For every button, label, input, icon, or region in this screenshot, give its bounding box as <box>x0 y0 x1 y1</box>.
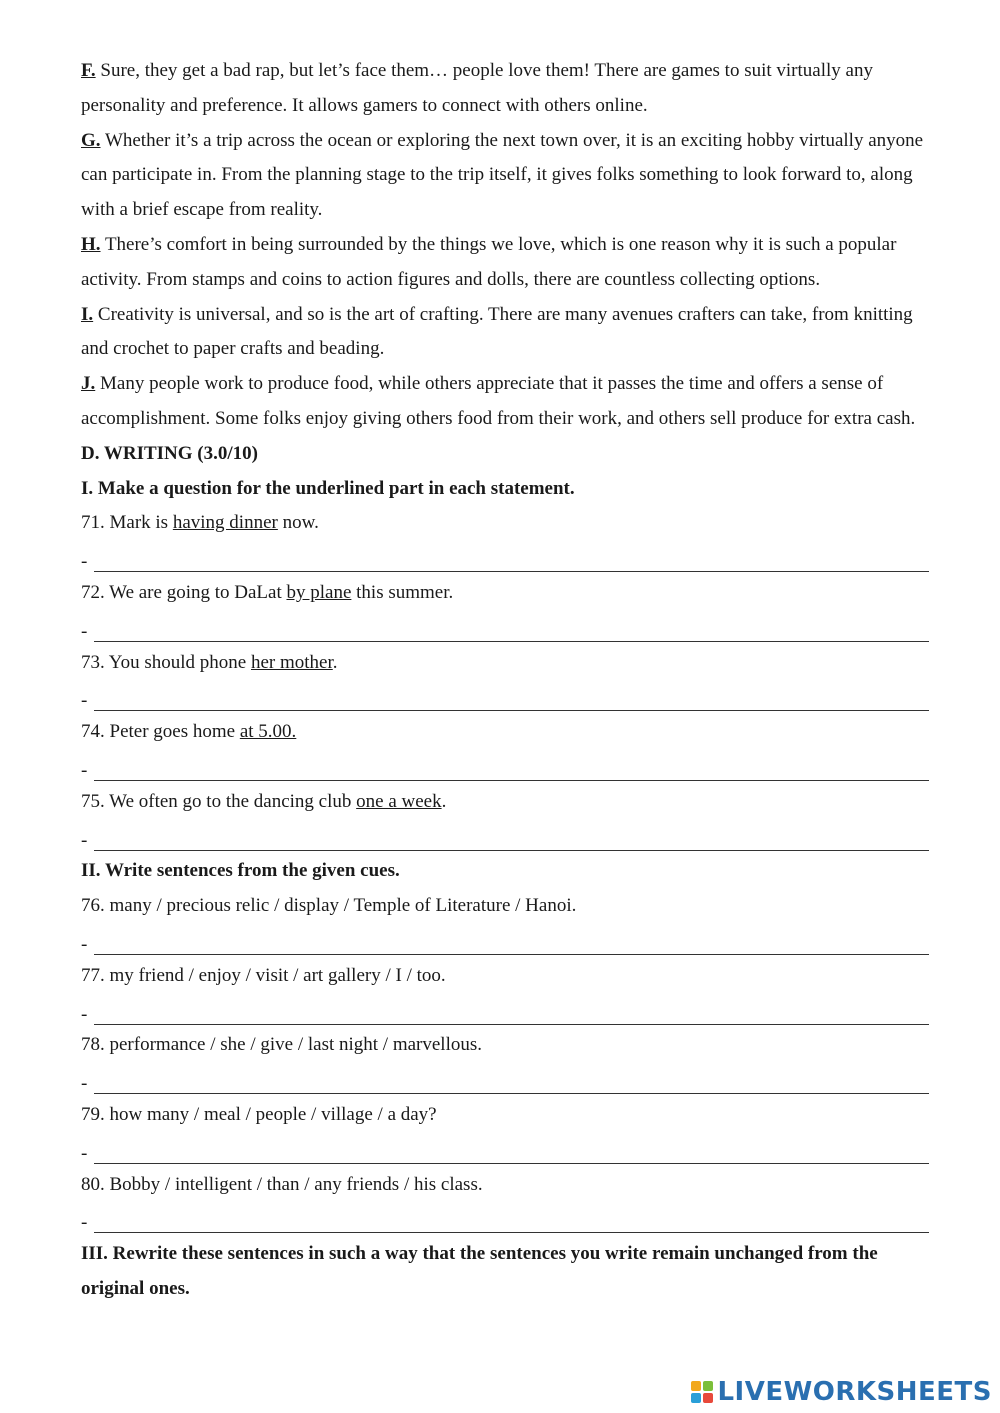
part-ii-questions <box>81 889 941 1237</box>
answer-blank[interactable] <box>94 954 929 955</box>
answer-line[interactable] <box>81 611 941 646</box>
answer-blank[interactable] <box>94 1232 929 1233</box>
question-text: 75. We often go to the dancing club <box>81 790 357 812</box>
answer-dash: - <box>81 829 88 851</box>
underlined-part: one a week <box>356 790 442 812</box>
answer-dash: - <box>81 1212 88 1234</box>
cue-item: 78. performance / she / give / last night / marvellous. <box>81 1034 483 1056</box>
answer-blank[interactable] <box>94 1024 929 1025</box>
answer-blank[interactable] <box>94 1093 929 1094</box>
paragraph-text: Sure, they get a bad rap, but let’s face them… people love them! There are games to suit virtually any personality and preference. It allows gamers to connect with others online. <box>81 60 873 116</box>
cue-item: 80. Bobby / intelligent / than / any friends / his class. <box>81 1173 483 1195</box>
brand-icon <box>691 1381 713 1403</box>
part-i-heading: I. Make a question for the underlined part in each statement. <box>81 477 575 499</box>
question-text: 74. Peter goes home <box>81 721 240 743</box>
answer-blank[interactable] <box>94 1163 929 1164</box>
paragraph-text: Many people work to produce food, while others appreciate that it passes the time and offers a sense of accomplishment. Some folks enjoy giving others food from their work, and others sell produce for extra cash. <box>81 373 916 429</box>
answer-dash: - <box>81 933 88 955</box>
answer-blank[interactable] <box>94 780 929 781</box>
question-item <box>81 785 941 820</box>
underlined-part: having dinner <box>172 512 278 534</box>
cue-item: 79. how many / meal / people / village / a day? <box>81 1103 437 1125</box>
paragraph-label: F. <box>81 60 96 81</box>
answer-line[interactable] <box>81 750 941 785</box>
paragraph-label: I. <box>81 303 94 325</box>
underlined-part: by plane <box>286 581 352 603</box>
question-text: 71. Mark is <box>81 512 173 534</box>
question-item <box>81 715 941 750</box>
answer-dash: - <box>81 690 88 712</box>
question-text: now. <box>277 512 319 534</box>
paragraph <box>81 367 941 437</box>
part-i-questions <box>81 506 941 854</box>
answer-blank[interactable] <box>94 641 929 642</box>
underlined-part: at 5.00. <box>239 721 297 743</box>
question-text: this summer. <box>351 581 454 603</box>
liveworksheets-logo <box>691 1377 992 1407</box>
reading-paragraphs <box>81 54 941 437</box>
answer-line[interactable] <box>81 820 941 855</box>
answer-line[interactable] <box>81 1063 941 1098</box>
answer-line[interactable] <box>81 680 941 715</box>
cue-item: 77. my friend / enjoy / visit / art gallery / I / too. <box>81 964 446 986</box>
paragraph-text: Whether it’s a trip across the ocean or exploring the next town over, it is an exciting hobby virtually anyone can participate in. From the planning stage to the trip itself, it gives folks something to look forward to, along with a brief escape from reality. <box>81 129 924 221</box>
answer-dash: - <box>81 551 88 573</box>
answer-blank[interactable] <box>94 710 929 711</box>
underlined-part: her mother <box>250 651 333 673</box>
paragraph-label: J. <box>81 373 96 395</box>
answer-line[interactable] <box>81 994 941 1029</box>
paragraph-label: H. <box>81 233 101 255</box>
question-text: 72. We are going to DaLat <box>81 581 287 603</box>
paragraph <box>81 124 941 228</box>
worksheet-page <box>81 54 941 1307</box>
answer-line[interactable] <box>81 1202 941 1237</box>
part-ii-heading: II. Write sentences from the given cues. <box>81 860 400 882</box>
question-text: . <box>332 651 338 673</box>
paragraph-label: G. <box>81 129 101 151</box>
part-iii-heading: III. Rewrite these sentences in such a way that the sentences you write remain unchanged from the original ones. <box>81 1243 878 1299</box>
answer-dash: - <box>81 759 88 781</box>
question-text: . <box>441 790 447 812</box>
answer-dash: - <box>81 1142 88 1164</box>
brand-name: LIVEWORKSHEETS <box>717 1377 992 1407</box>
paragraph-text: Creativity is universal, and so is the art of crafting. There are many avenues crafters can take, from knitting and crochet to paper crafts and beading. <box>81 303 913 360</box>
paragraph <box>81 228 941 298</box>
section-d-heading: D. WRITING (3.0/10) <box>81 442 258 464</box>
paragraph <box>81 298 941 368</box>
answer-line[interactable] <box>81 924 941 959</box>
answer-dash: - <box>81 1003 88 1025</box>
question-item <box>81 646 941 681</box>
question-item <box>81 576 941 611</box>
answer-blank[interactable] <box>94 571 929 572</box>
paragraph-text: There’s comfort in being surrounded by the things we love, which is one reason why it is such a popular activity. From stamps and coins to action figures and dolls, there are countless collecting options. <box>81 233 897 290</box>
question-item <box>81 506 941 541</box>
answer-blank[interactable] <box>94 850 929 851</box>
answer-line[interactable] <box>81 541 941 576</box>
cue-item: 76. many / precious relic / display / Temple of Literature / Hanoi. <box>81 895 577 917</box>
answer-dash: - <box>81 1073 88 1095</box>
question-text: 73. You should phone <box>81 651 251 673</box>
paragraph <box>81 54 941 124</box>
answer-line[interactable] <box>81 1133 941 1168</box>
answer-dash: - <box>81 620 88 642</box>
